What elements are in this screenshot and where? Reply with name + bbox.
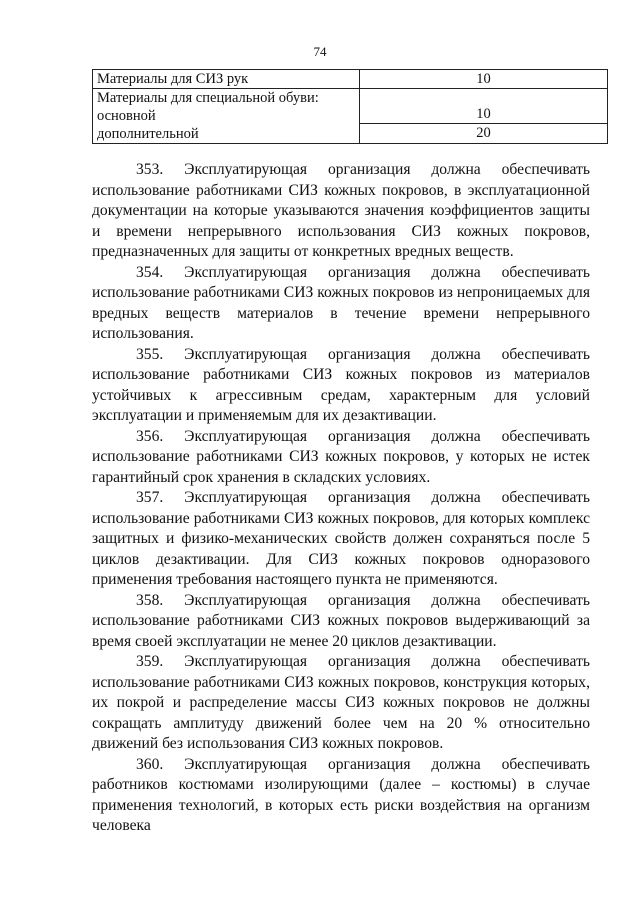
page-number: 74 bbox=[313, 44, 327, 59]
table-cell-label-line: основной bbox=[97, 108, 156, 124]
table-cell-label-line: Материалы для специальной обуви: bbox=[97, 90, 319, 106]
paragraph-359: 359. Эксплуатирующая организация должна обеспечивать использование работниками СИЗ кожных покровов, конструкция которых, их покрой и распределение массы СИЗ кожных покровов не должны сокращать амплитуду движений более чем на 20 % относительно движений без использования СИЗ кожных покровов. bbox=[92, 653, 590, 752]
document-body bbox=[92, 160, 590, 837]
materials-table bbox=[92, 69, 608, 144]
table-cell-label bbox=[93, 89, 360, 144]
paragraph-358: 358. Эксплуатирующая организация должна обеспечивать использование работниками СИЗ кожных покровов выдерживающий за время своей эксплуатации не менее 20 циклов дезактивации. bbox=[92, 591, 590, 650]
table-cell-value: 10 bbox=[360, 89, 608, 124]
table-cell-value: 10 bbox=[360, 70, 608, 89]
paragraph-354: 354. Эксплуатирующая организация должна обеспечивать использование работниками СИЗ кожных покровов из непроницаемых для вредных веществ материалов в течение времени непрерывного использования. bbox=[92, 263, 590, 342]
table-cell-label: Материалы для СИЗ рук bbox=[93, 70, 360, 89]
table-row bbox=[93, 70, 608, 89]
table-cell-value: 20 bbox=[360, 124, 608, 144]
paragraph-353: 353. Эксплуатирующая организация должна обеспечивать использование работниками СИЗ кожных покровов, в эксплуатационной документации на которые указываются значения коэффициентов защиты и времени непрерывного использования СИЗ кожных покровов, предназначенных для защиты от конкретных вредных веществ. bbox=[92, 161, 590, 260]
table-cell-label-line: дополнительной bbox=[97, 126, 199, 142]
paragraph-360: 360. Эксплуатирующая организация должна обеспечивать работников костюмами изолирующими (далее – костюмы) в случае применения технологий, в которых есть риски воздействия на организм человека bbox=[92, 755, 590, 834]
paragraph-355: 355. Эксплуатирующая организация должна обеспечивать использование работниками СИЗ кожных покровов из материалов устойчивых к агрессивным средам, характерным для условий эксплуатации и применяемым для их дезактивации. bbox=[92, 345, 590, 424]
table-row bbox=[93, 89, 608, 124]
paragraph-357: 357. Эксплуатирующая организация должна обеспечивать использование работниками СИЗ кожных покровов, для которых комплекс защитных и физико-механических свойств должен сохраняться после 5 циклов дезактивации. Для СИЗ кожных покровов одноразового применения требования настоящего пункта не применяются. bbox=[92, 489, 590, 588]
paragraph-356: 356. Эксплуатирующая организация должна обеспечивать использование работниками СИЗ кожных покровов, у которых не истек гарантийный срок хранения в складских условиях. bbox=[92, 427, 590, 486]
